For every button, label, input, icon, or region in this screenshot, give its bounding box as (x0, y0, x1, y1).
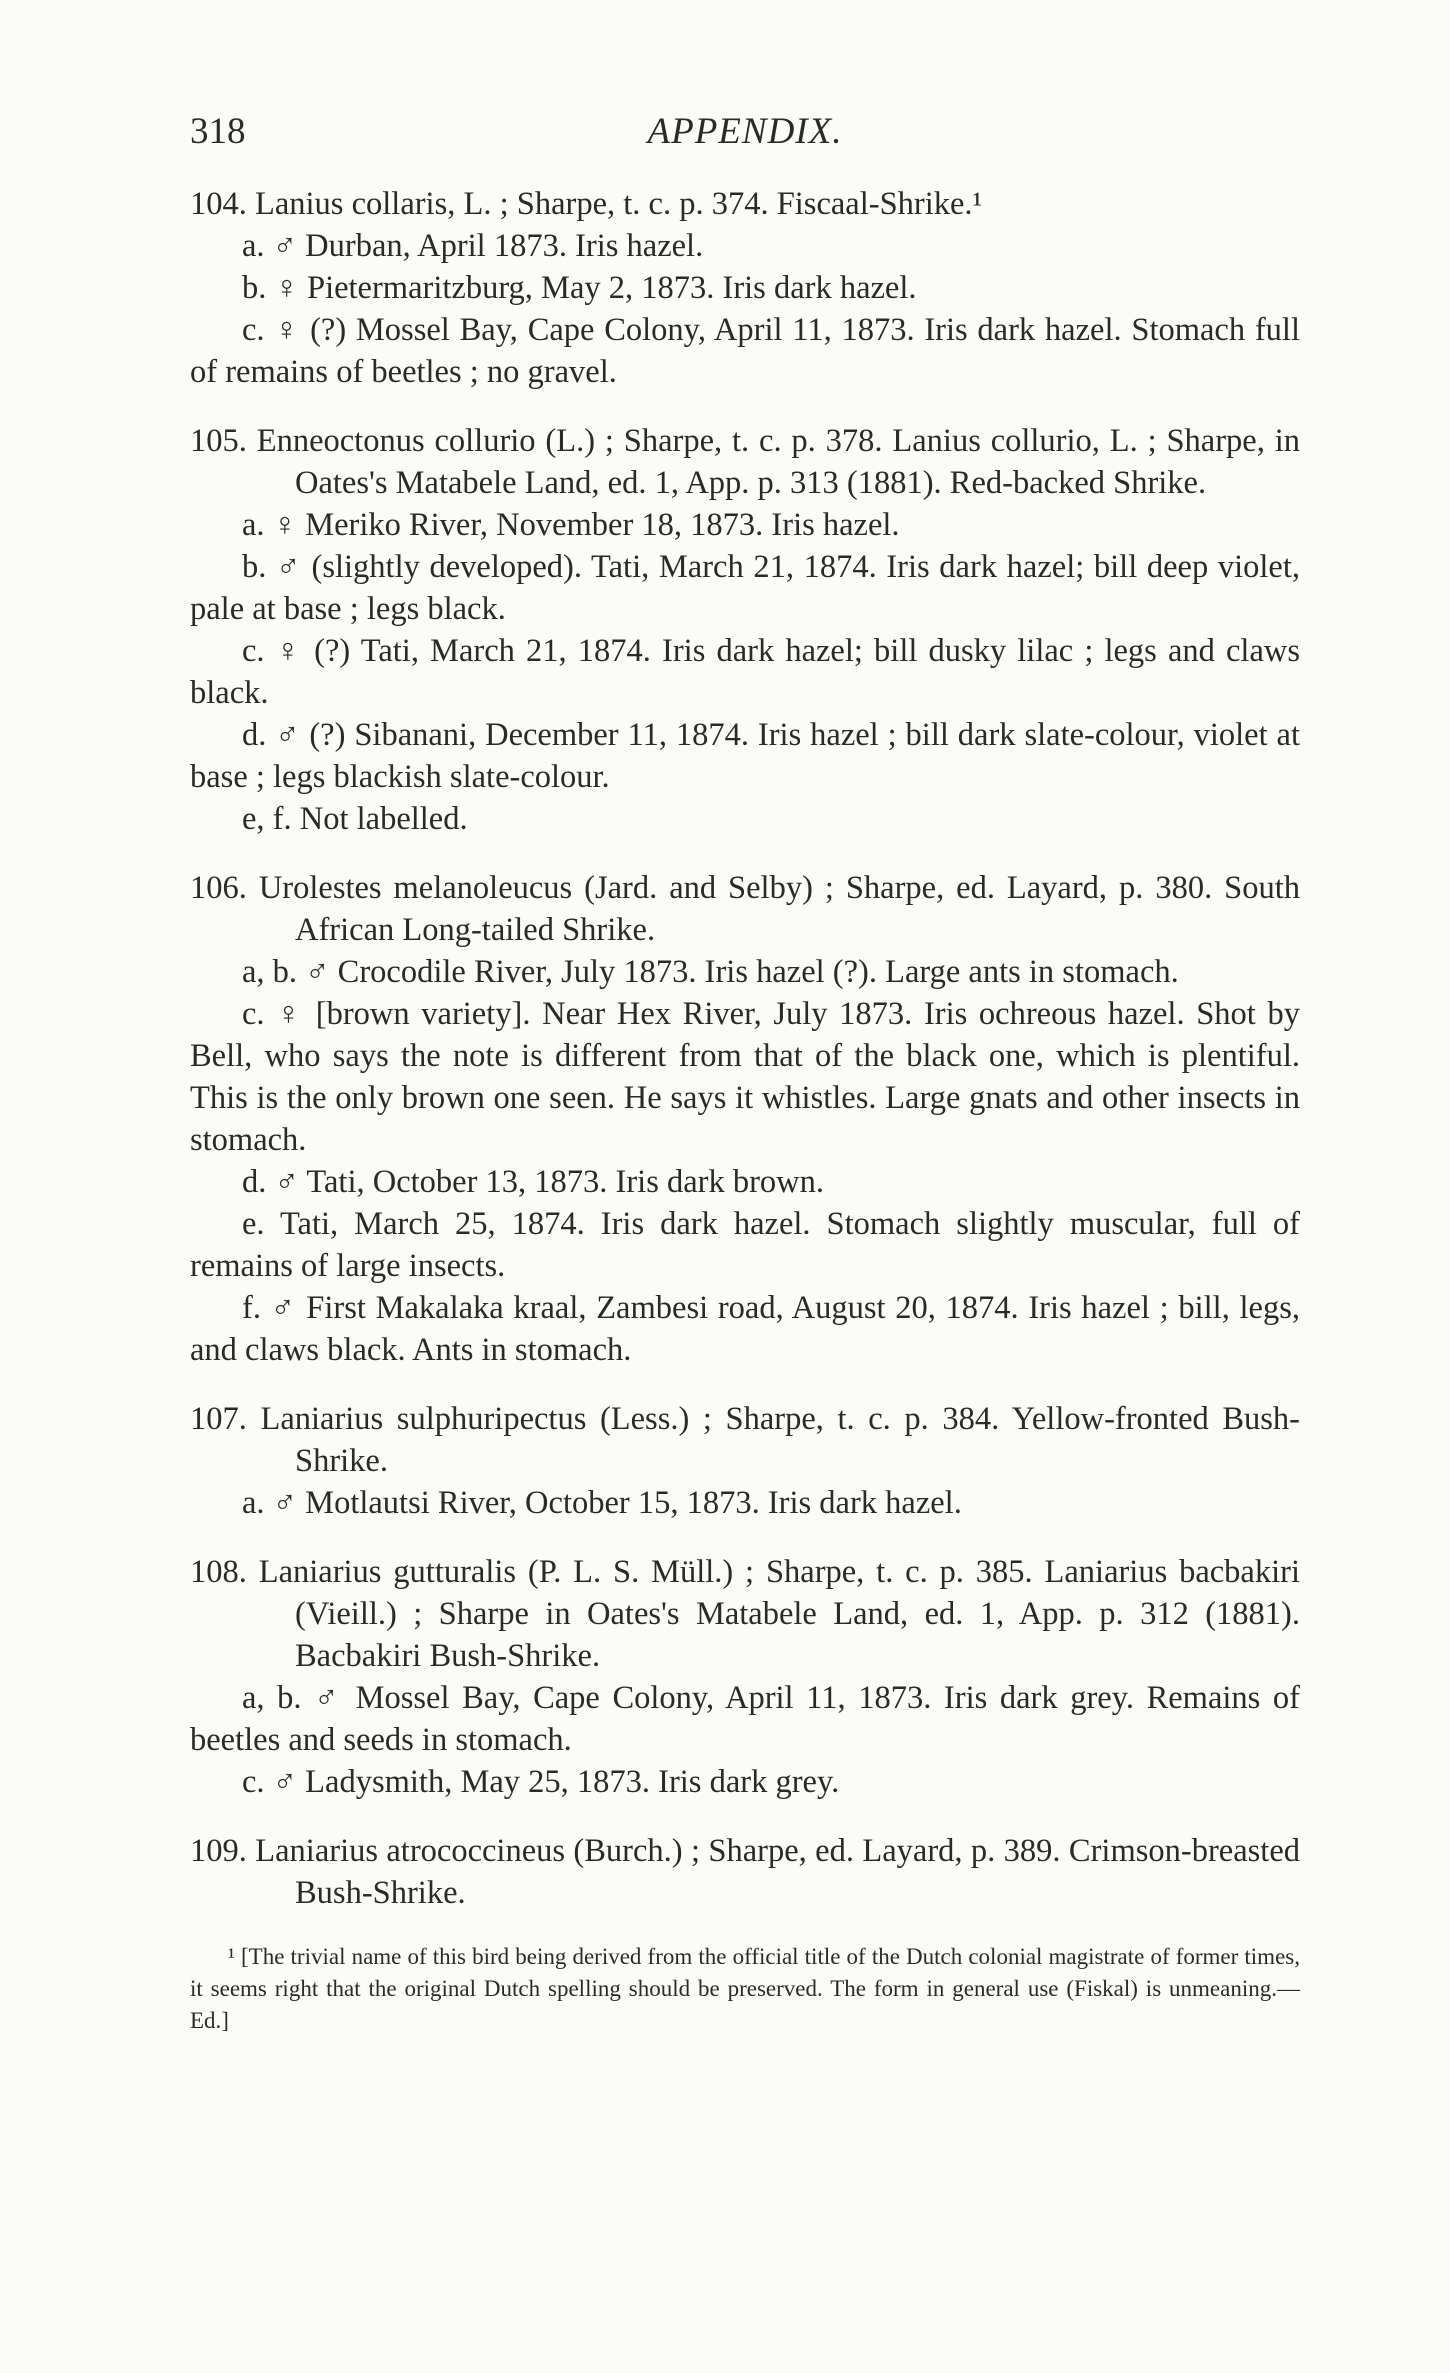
page-number: 318 (190, 111, 246, 152)
running-title: APPENDIX. (647, 111, 843, 152)
species-entry (190, 867, 1300, 1371)
specimen-note: a. ♂ Motlautsi River, October 15, 1873. Iris dark hazel. (242, 1485, 962, 1521)
specimen-note: b. ♀ Pietermaritzburg, May 2, 1873. Iris dark hazel. (242, 270, 917, 306)
specimen-note: e, f. Not labelled. (242, 801, 468, 837)
species-heading: 107. Laniarius sulphuripectus (Less.) ; Sharpe, t. c. p. 384. Yellow-fronted Bush-Shrike. (190, 1401, 1300, 1479)
specimen-note: c. ♀ [brown variety]. Near Hex River, July 1873. Iris ochreous hazel. Shot by Bell, who says the note is different from that of the black one, which is plentiful. This is the only brown one seen. He says it whistles. Large gnats and other insects in stomach. (190, 996, 1300, 1158)
footnote (190, 1941, 1300, 2037)
species-heading: 105. Enneoctonus collurio (L.) ; Sharpe, t. c. p. 378. Lanius collurio, L. ; Sharpe, in Oates's Matabele Land, ed. 1, App. p. 313 (1881). Red-backed Shrike. (190, 423, 1300, 501)
footnote-text: ¹ [The trivial name of this bird being derived from the official title of the Dutch colonial magistrate of former times, it seems right that the original Dutch spelling should be preserved. The form in general use (Fiskal) is unmeaning.—Ed.] (190, 1944, 1300, 2033)
species-entry (190, 1830, 1300, 1914)
species-heading: 108. Laniarius gutturalis (P. L. S. Müll.) ; Sharpe, t. c. p. 385. Laniarius bacbakiri (Vieill.) ; Sharpe in Oates's Matabele Land, ed. 1, App. p. 312 (1881). Bacbakiri Bush-Shrike. (190, 1554, 1300, 1674)
specimen-note: b. ♂ (slightly developed). Tati, March 21, 1874. Iris dark hazel; bill deep violet, pale at base ; legs black. (190, 549, 1300, 627)
specimen-note: c. ♀ (?) Tati, March 21, 1874. Iris dark hazel; bill dusky lilac ; legs and claws black. (190, 633, 1300, 711)
species-entry (190, 1551, 1300, 1803)
species-entry (190, 183, 1300, 393)
specimen-note: d. ♂ (?) Sibanani, December 11, 1874. Iris hazel ; bill dark slate-colour, violet at base ; legs blackish slate-colour. (190, 717, 1300, 795)
species-heading: 109. Laniarius atrococcineus (Burch.) ; Sharpe, ed. Layard, p. 389. Crimson-breasted Bush-Shrike. (190, 1833, 1300, 1911)
species-entry (190, 420, 1300, 840)
page-body (190, 183, 1300, 2037)
specimen-note: a. ♂ Durban, April 1873. Iris hazel. (242, 228, 704, 264)
page-header (190, 110, 1300, 160)
specimen-note: f. ♂ First Makalaka kraal, Zambesi road, August 20, 1874. Iris hazel ; bill, legs, and claws black. Ants in stomach. (190, 1290, 1300, 1368)
specimen-note: d. ♂ Tati, October 13, 1873. Iris dark brown. (242, 1164, 825, 1200)
specimen-note: c. ♀ (?) Mossel Bay, Cape Colony, April 11, 1873. Iris dark hazel. Stomach full of remains of beetles ; no gravel. (190, 312, 1300, 390)
species-entry (190, 1398, 1300, 1524)
specimen-note: c. ♂ Ladysmith, May 25, 1873. Iris dark grey. (242, 1764, 840, 1800)
specimen-note: e. Tati, March 25, 1874. Iris dark hazel. Stomach slightly muscular, full of remains of large insects. (190, 1206, 1300, 1284)
specimen-note: a, b. ♂ Mossel Bay, Cape Colony, April 11, 1873. Iris dark grey. Remains of beetles and seeds in stomach. (190, 1680, 1300, 1758)
specimen-note: a. ♀ Meriko River, November 18, 1873. Iris hazel. (242, 507, 900, 543)
specimen-note: a, b. ♂ Crocodile River, July 1873. Iris hazel (?). Large ants in stomach. (242, 954, 1179, 990)
species-heading: 106. Urolestes melanoleucus (Jard. and Selby) ; Sharpe, ed. Layard, p. 380. South African Long-tailed Shrike. (190, 870, 1300, 948)
species-heading: 104. Lanius collaris, L. ; Sharpe, t. c. p. 374. Fiscaal-Shrike.¹ (190, 186, 983, 222)
